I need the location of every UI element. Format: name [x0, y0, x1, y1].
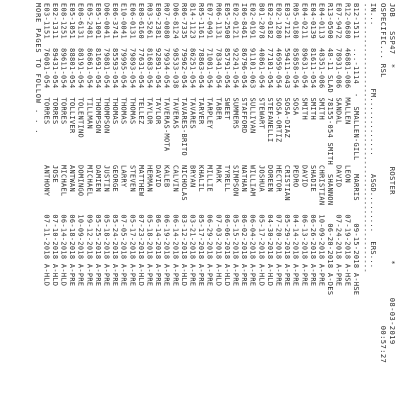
- report-date: 08-03-2019: [388, 297, 398, 345]
- roster-row: R06-7335 79962-054 TAVARES-BRITO NICHOLAS 03-12-2018 A-HLD: [179, 3, 188, 287]
- roster-row: E05-2500 85791-054 SWEET TYRELL 06-06-2018 A-HLD: [222, 3, 231, 287]
- roster-row: R12-0680 46881-086 MALLEN LEON 07-19-2018 A-HSE: [343, 3, 352, 287]
- roster-row: R13-0500 48-11 SLAD 78155-054 SMITH SHANNON 06-20-2018 A-DES: [326, 3, 335, 296]
- roster-row: E10-0041 79995-054 THOMAS LARRY 07-05-2018 A-PRE: [119, 3, 128, 287]
- roster-row: E07-0491 71081-054 TARPLEY MILLIE 06-29-2018 A-PRE: [205, 3, 214, 287]
- roster-row: R06-1131 78341-054 TABER MARK 07-03-2018 A-HLD: [214, 3, 223, 287]
- roster-row: D06-0041 79881-054 THOMPSON JUSTIN 05-18-2018 A-PRE: [102, 3, 111, 287]
- roster-row: E08-1251 89611-054 TORRES MICHAEL 06-14-2018 A-HLD: [59, 3, 68, 287]
- roster-row: E05-1051 88801-054 TOLLIVER ANTWAN 06-18-2018 A-PRE: [68, 3, 77, 287]
- roster-row: E04-0139 81611-054 SMITH SHADIE 06-26-2018 A-PRE: [308, 3, 317, 287]
- report-header: [389, 3, 396, 345]
- roster-row: E06-0131 79893-054 THOMAS STEVEN 05-17-2018 A-PRE: [128, 3, 137, 287]
- roster-row: E05-2481 86861-054 TILLMAN MICHAEL 09-12-2018 A-PRE: [85, 3, 94, 287]
- roster-row: E07-9472 78931-086 SANDAL DAVID 07-24-2018 A-PRE: [334, 3, 343, 287]
- report-subheader: [380, 3, 387, 363]
- roster-row: E02-1311 89431-054 TORRES JOSE 07-10-2018 A-HLD: [50, 3, 59, 287]
- roster-row: E04-0113 48351-086 SMITH CHRISTIAN 10-09-2018 A-PRE: [317, 3, 326, 287]
- roster-row: E02-1280 46959-054 SOSA-ORTIZ HECTOR 07-20-2018 A-PRE: [274, 3, 283, 287]
- header-gap: [388, 265, 397, 298]
- header-gap: [379, 78, 388, 326]
- roster-row: E06-3741 85593-054 THOMAS GEORGE 05-24-2018 A-PRE: [111, 3, 120, 287]
- roster-row: R03-5261 81683-054 TAYLOR HERMAN 05-18-2018 A-PRE: [145, 3, 154, 287]
- roster-row: E02-0182 77101-054 STEFANELLI DOREEN 04-30-2018 A-HLD: [265, 3, 274, 287]
- roster-row: I06-8461 86796-054 STAFFORD NATHAN 06-02-2018 A-PRE: [240, 3, 249, 287]
- roster-row: E03-1151 76081-054 TORRES ANTHONY 07-11-2018 A-HLD: [42, 3, 51, 287]
- report-title: ROSTER: [388, 166, 398, 195]
- roster-row: E08-6131 88191-054 TOLENTINO DOMINGO 10-09-2018 A-PRE: [76, 3, 85, 287]
- report-time: 00:57:27: [379, 325, 389, 364]
- roster-row: R05-0180 85858-054 SOSA PEDRO 04-14-2018 A-PRE: [291, 3, 300, 287]
- roster-row: R05-1161 78863-054 TARVER KHALIL 05-17-2018 A-PRE: [197, 3, 206, 287]
- job-label: JOB SSP47 *: [388, 3, 398, 69]
- roster-row: B14-1123 86251-054 TAVARES BRYAN 03-21-2018 A-PRE: [188, 3, 197, 287]
- report-page-marker: *: [388, 260, 398, 265]
- column-headers: IN... FM............. ASGD......... ERS...: [368, 3, 377, 269]
- roster-row: E03-7121 59411-043 SOSA-DIAZ CRISTIAN 05-29-2018 A-PRE: [283, 3, 292, 287]
- roster-row: D06-8124 98533-038 TAVERAS CALVIN 06-14-2018 A-PRE: [171, 3, 180, 287]
- roster-row: E04-0211 89631-054 SMITH DAVID 06-13-2018 A-PRE: [300, 3, 309, 287]
- roster-row: E02-0121 92241-054 SUMMERS SIMPSON 05-15-2018 A-PRE: [231, 3, 240, 287]
- roster-row: E08-6160 77631-054 TELLEZ MATTHEW 07-23-2018 A-HLD: [136, 3, 145, 287]
- roster-row: B01-2078 40861-054 STEWART JOSHUA 05-17-2018 A-HLD: [257, 3, 266, 287]
- roster-row: E02-0191 91101-063 SULLIVAN WILLIAM 06-04-2018 A-PRE: [248, 3, 257, 287]
- roster-row: B12-1511 ...-1114 - SMALLEN-GILL MARRIS 09-15-2018 A-HSE: [351, 3, 360, 296]
- roster-row: E09-2381 92891-054 TAYLOR DAVID 06-14-2018 A-PRE: [154, 3, 163, 287]
- header-gap: [388, 195, 397, 260]
- footer-more-pages: MORE PAGES TO FOLLOW . . .: [33, 3, 42, 135]
- roster-row: R07-0080 79934-054 TAVERAS-MOTA KALEB 06-19-2018 A-PRE: [162, 3, 171, 287]
- roster-row: E05-1001 81691-054 THOMPSON DAMIEN 05-25-2018 A-PRE: [93, 3, 102, 287]
- separator-line: ------------------------------------------------------------: [360, 3, 369, 273]
- header-gap: [388, 68, 397, 166]
- unit-id: OSPECIFIC... RSL: [379, 3, 389, 78]
